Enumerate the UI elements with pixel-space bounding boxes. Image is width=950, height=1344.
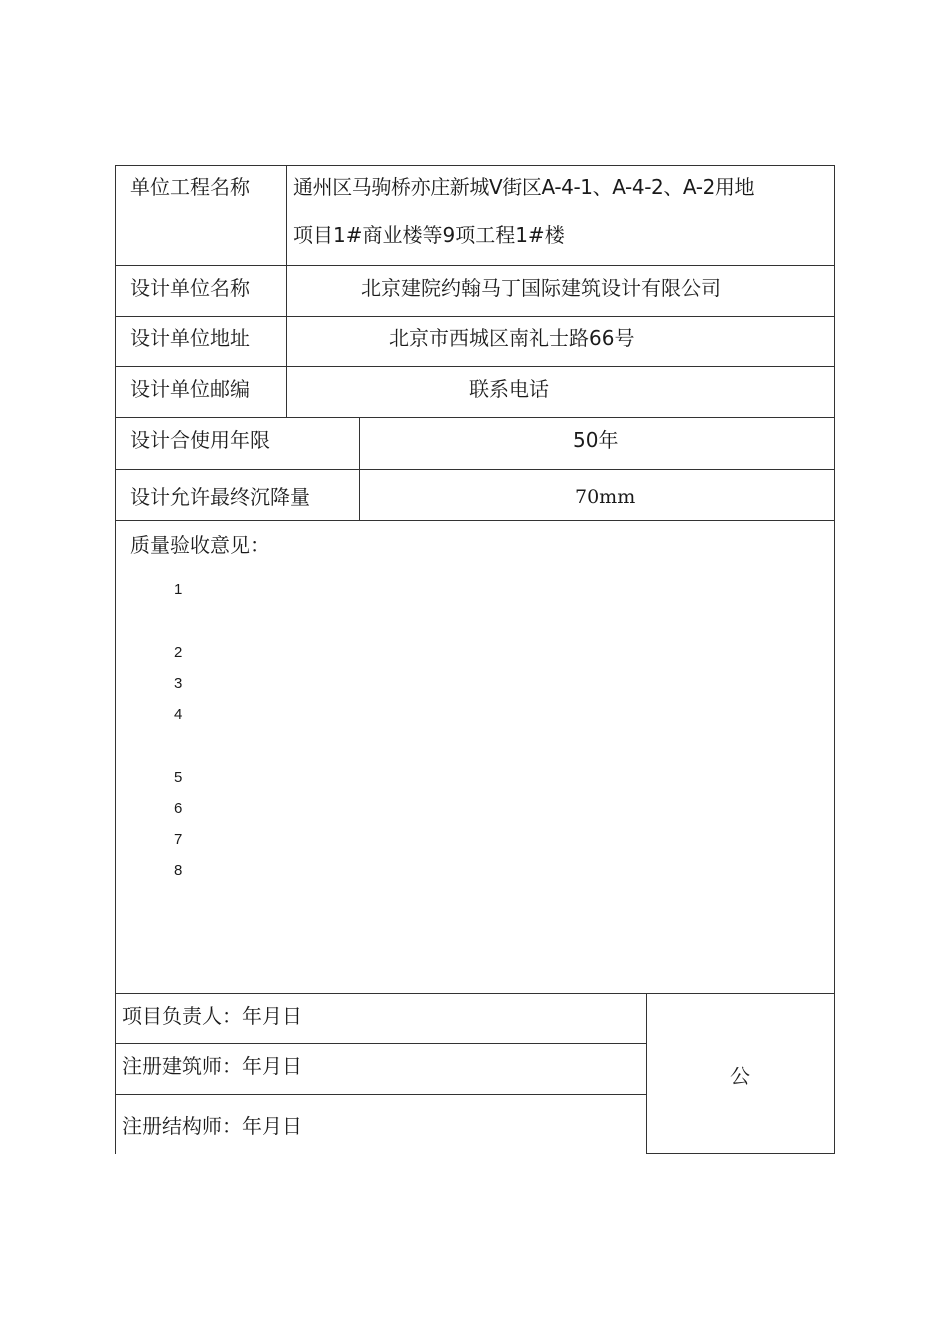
column-divider — [286, 165, 287, 417]
design-unit-address-value: 北京市西城区南礼士路66号 — [389, 326, 635, 350]
project-name-value-line2: 项目1#商业楼等9项工程1#楼 — [293, 223, 565, 247]
column-divider — [359, 417, 360, 520]
row-divider — [115, 417, 835, 418]
opinion-item-number: 6 — [174, 800, 183, 817]
label-allowed-settlement: 设计允许最终沉降量 — [130, 485, 310, 509]
opinion-item-number: 1 — [174, 581, 183, 598]
table-border-top — [115, 165, 835, 166]
table-border-left — [115, 165, 116, 1154]
label-design-unit-postcode: 设计单位邮编 — [130, 377, 250, 401]
opinion-item-number: 5 — [174, 769, 183, 786]
signature-divider — [115, 1094, 646, 1095]
row-divider — [115, 316, 835, 317]
allowed-settlement-value: 70mm — [575, 486, 636, 508]
project-name-value-line1: 通州区马驹桥亦庄新城Ⅴ街区A-4-1、A-4-2、A-2用地 — [293, 175, 755, 199]
seal-box-divider — [646, 993, 647, 1154]
opinion-item-number: 8 — [174, 862, 183, 879]
row-divider — [115, 366, 835, 367]
opinion-item-number: 4 — [174, 706, 183, 723]
quality-opinion-label: 质量验收意见： — [130, 533, 270, 557]
label-design-unit-name: 设计单位名称 — [130, 276, 250, 300]
row-divider — [115, 520, 835, 521]
signature-divider — [115, 1043, 646, 1044]
row-divider — [115, 469, 835, 470]
project-leader-signature: 项目负责人：年月日 — [122, 1004, 302, 1028]
seal-text: 公 — [730, 1064, 750, 1088]
row-divider — [115, 265, 835, 266]
seal-box-bottom — [646, 1153, 835, 1154]
opinion-item-number: 2 — [174, 644, 183, 661]
design-unit-name-value: 北京建院约翰马丁国际建筑设计有限公司 — [361, 276, 721, 300]
table-border-right — [834, 165, 835, 1154]
design-service-life-value: 50年 — [573, 428, 619, 452]
contact-phone-label: 联系电话 — [469, 377, 549, 401]
registered-architect-signature: 注册建筑师：年月日 — [122, 1054, 302, 1078]
label-project-name: 单位工程名称 — [130, 175, 250, 199]
opinion-item-number: 7 — [174, 831, 183, 848]
opinion-item-number: 3 — [174, 675, 183, 692]
label-design-unit-address: 设计单位地址 — [130, 326, 250, 350]
registered-structural-engineer-signature: 注册结构师：年月日 — [122, 1114, 302, 1138]
row-divider — [115, 993, 835, 994]
label-design-service-life: 设计合使用年限 — [130, 428, 270, 452]
